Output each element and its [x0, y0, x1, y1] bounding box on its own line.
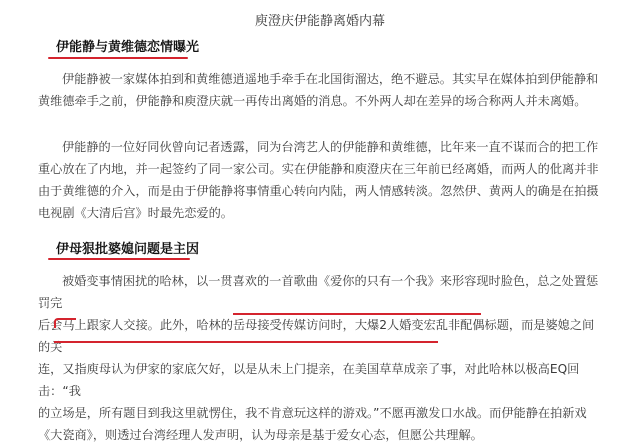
line-text: 后会马上跟家人交接。此外，哈林的岳母接受传媒访问时，大爆2人婚变宏乱非配偶标题，而是婆媳之间的关 — [38, 318, 595, 354]
section1-paragraph-2 — [38, 136, 604, 224]
paragraph-line — [38, 270, 604, 314]
highlight-bracket — [54, 318, 76, 328]
line-text: 《大瓷商》，则透过台湾经理人发声明，认为母亲是基于爱女心态，但愿公共理解。 — [38, 428, 483, 442]
line-text: 连，又指庾母认为伊家的家底欠好，以是从未上门提亲，在美国草草成亲了事，对此哈林以极高EQ回击：“我 — [38, 362, 580, 398]
section1-paragraph-1 — [38, 68, 604, 112]
highlight-underline — [54, 341, 438, 343]
section1-heading-underline — [48, 57, 188, 59]
highlight-underline — [233, 313, 481, 315]
section2-heading-underline — [48, 258, 190, 260]
section2-paragraph — [38, 270, 604, 446]
article-title: 庾澄庆伊能静离婚内幕 — [254, 14, 385, 29]
paragraph-text: 伊能静的一位好同伙曾向记者透露，同为台湾艺人的伊能静和黄维德，比年来一直不谋而合的把工作重心放在了内地，并一起签约了同一家公司。实在伊能静和庾澄庆在三年前已经离婚，而两人的仳离并非由于黄维德的介入，而是由于伊能静将事情重心转向内陆，两人情感转淡。忽然伊、黄两人的确是在拍摄电视剧《大清后宫》时最先恋爱的。 — [38, 140, 599, 220]
paragraph-line — [38, 424, 604, 446]
paragraph-line — [38, 314, 604, 358]
paragraph-line — [38, 402, 604, 424]
paragraph-line — [38, 358, 604, 402]
paragraph-text: 伊能静被一家媒体拍到和黄维德逍遥地手牵手在北国街溜达，绝不避忌。其实早在媒体拍到伊能静和黄维德牵手之前，伊能静和庾澄庆就一再传出离婚的消息。不外两人却在差异的场合称两人并未离婚。 — [38, 72, 599, 108]
section1-heading: 伊能静与黄维德恋情曝光 — [56, 40, 200, 55]
line-text: 被婚变事情困扰的哈林，以一贯喜欢的一首歌曲《爱你的只有一个我》来形容现时脸色，总之处置惩罚完 — [38, 274, 599, 310]
line-text: 的立场是，所有题目到我这里就愣住，我不肯意玩这样的游戏。”不愿再激发口水战。而伊能静在拍新戏 — [38, 406, 587, 420]
section2-heading: 伊母狠批婆媳问题是主因 — [56, 242, 200, 257]
